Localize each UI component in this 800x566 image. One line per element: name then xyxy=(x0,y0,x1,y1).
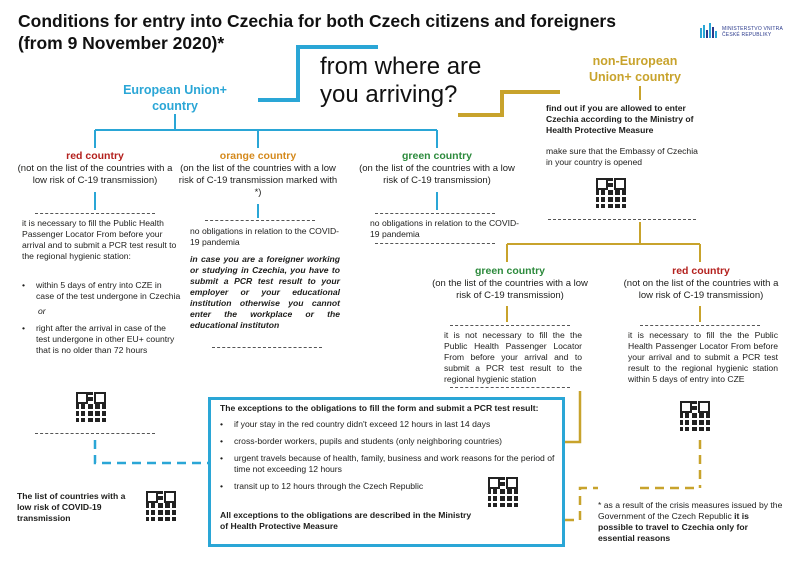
noneu-green-text: it is not necessary to fill the the Public Health Passenger Locator From before your arrival and to submit a PCR test result to the regional hygienic station xyxy=(444,330,582,384)
eu-red-or: or xyxy=(38,306,46,316)
noneu-green-to-exceptions xyxy=(565,391,580,442)
eu-red-subtitle: (not on the list of the countries with a low risk of C-19 transmission) xyxy=(17,163,173,186)
question-line2: you arriving? xyxy=(320,81,458,108)
page-title-line1: Conditions for entry into Czechia for both Czech citizens and foreigners xyxy=(18,11,616,31)
divider xyxy=(35,213,155,214)
divider xyxy=(450,325,570,326)
noneu-red-qr-code-icon[interactable] xyxy=(680,401,710,431)
divider xyxy=(548,219,696,220)
exceptions-item: • cross-border workers, pupils and students (only neighboring countries) xyxy=(220,436,555,447)
noneu-label xyxy=(560,53,710,85)
exceptions-item: • if your stay in the red country didn't exceed 12 hours in last 14 days xyxy=(220,419,555,430)
divider xyxy=(212,347,322,348)
ministry-logo-icon xyxy=(700,22,718,38)
eu-orange-title: orange country xyxy=(219,150,297,162)
eu-red-bullet1: • within 5 days of entry into CZE in case of the test undergone in Czechia xyxy=(22,280,182,302)
divider xyxy=(375,243,495,244)
page-title-line2: (from 9 November 2020)* xyxy=(18,33,225,53)
divider xyxy=(35,433,155,434)
divider xyxy=(640,325,760,326)
noneu-green-title: green country xyxy=(474,265,545,277)
eu-green-title: green country xyxy=(401,150,472,162)
exceptions-list xyxy=(220,419,555,481)
eu-exceptions-dash xyxy=(95,440,208,463)
eu-orange-text: no obligations in relation to the COVID-19 pandemia xyxy=(190,226,340,247)
eu-red-qr-code-icon[interactable] xyxy=(76,392,106,422)
divider xyxy=(375,213,495,214)
eu-red-title: red country xyxy=(66,150,124,162)
logo-line1: MINISTERSTVO VNITRA xyxy=(722,26,784,32)
footnote xyxy=(598,500,784,544)
exceptions-list-last xyxy=(220,481,470,498)
eu-label-line1: European Union+ xyxy=(123,83,227,97)
eu-orange-subtitle: (on the list of the countries with a low risk of C-19 transmission marked with *) xyxy=(178,163,338,198)
ministry-logo-text xyxy=(722,26,783,38)
footnote-normal: * as a result of the crisis measures issued by the Government of the Czech Republic xyxy=(598,500,783,521)
question-heading xyxy=(320,53,520,109)
exceptions-title: The exceptions to the obligations to fill the form and submit a PCR test result: xyxy=(220,403,539,413)
eu-red-text: it is necessary to fill the Public Health Passenger Locator From before your arrival and to submit a PCR test result to the regional hygienic station: xyxy=(22,218,177,261)
eu-red-bullet2: • right after the arrival in case of the test undergone in other EU+ country that is no older than 72 hours xyxy=(22,323,182,356)
eu-label xyxy=(95,82,255,114)
noneu-label-line1: non-European xyxy=(592,54,678,68)
noneu-red-subtitle: (not on the list of the countries with a low risk of C-19 transmission) xyxy=(623,278,779,301)
noneu-find-out: find out if you are allowed to enter Czechia according to the Ministry of Health Protective Measure xyxy=(546,103,694,135)
page-title xyxy=(18,10,658,54)
eu-red-conditions xyxy=(22,280,182,362)
exceptions-footer: All exceptions to the obligations are described in the Ministry of Health Protective Measure xyxy=(220,510,472,531)
noneu-embassy: make sure that the Embassy of Czechia in your country is opened xyxy=(546,146,698,167)
eu-label-line2: country xyxy=(152,99,198,113)
exceptions-qr-code-icon[interactable] xyxy=(488,477,518,507)
exceptions-item: • transit up to 12 hours through the Czech Republic xyxy=(220,481,470,492)
eu-green-subtitle: (on the list of the countries with a low risk of C-19 transmission) xyxy=(359,163,515,186)
low-risk-list-note: The list of countries with a low risk of COVID-19 transmission xyxy=(17,491,126,523)
noneu-red-exceptions-dash xyxy=(565,488,598,520)
exceptions-item: • urgent travels because of health, family, business and work reasons for the period of time not exceeding 12 hours xyxy=(220,453,555,475)
eu-orange-italic-note: in case you are a foreigner working or studying in Czechia, you have to submit a PCR test result to your employer or your educational institution otherwise you cannot enter the workplace or the educational instituton xyxy=(190,254,340,330)
logo-line2: ČESKÉ REPUBLIKY xyxy=(722,32,772,38)
eu-green-text: no obligations in relation to the COVID-19 pandemia xyxy=(370,218,520,239)
question-line1: from where are xyxy=(320,53,482,80)
divider xyxy=(205,220,315,221)
noneu-qr-code-icon[interactable] xyxy=(596,178,626,208)
noneu-red-title: red country xyxy=(672,265,730,277)
divider xyxy=(450,387,570,388)
noneu-red-text: it is necessary to fill the the Public Health Passenger Locator From before your arrival and to submit a PCR test result to the regional hygienic station within 5 days of entry into CZE xyxy=(628,330,778,384)
noneu-label-line2: Union+ country xyxy=(588,70,682,84)
noneu-green-subtitle: (on the list of the countries with a low risk of C-19 transmission) xyxy=(432,278,588,301)
footnote-bold: it is possible to travel to Czechia only for essential reasons xyxy=(598,511,749,543)
low-risk-list-qr-code-icon[interactable] xyxy=(146,491,176,521)
